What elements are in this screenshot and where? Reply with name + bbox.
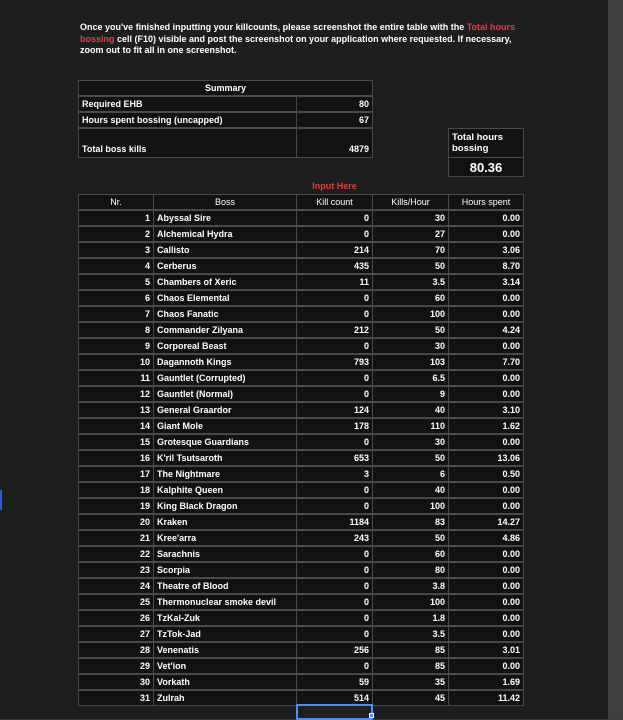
kill-count-cell[interactable]: 0 — [296, 338, 373, 354]
kill-count-cell[interactable]: 514 — [296, 690, 373, 706]
hours-spent-cell[interactable]: 0.00 — [448, 226, 524, 242]
kills-per-hour-cell[interactable]: 3.8 — [372, 578, 449, 594]
kill-count-cell[interactable]: 793 — [296, 354, 373, 370]
hours-spent-cell[interactable]: 7.70 — [448, 354, 524, 370]
row-number-cell[interactable]: 3 — [78, 242, 154, 258]
table-row — [78, 242, 524, 258]
table-row — [78, 226, 524, 242]
row-number-cell[interactable]: 8 — [78, 322, 154, 338]
hours-spent-cell[interactable]: 0.00 — [448, 306, 524, 322]
hours-spent-cell[interactable]: 0.00 — [448, 658, 524, 674]
header-boss[interactable]: Boss — [153, 194, 297, 210]
hours-spent-cell[interactable]: 1.62 — [448, 418, 524, 434]
kills-per-hour-cell[interactable]: 100 — [372, 594, 449, 610]
table-row — [78, 386, 524, 402]
summary-label-required-ehb[interactable]: Required EHB — [78, 96, 297, 112]
boss-name-cell[interactable]: The Nightmare — [153, 466, 297, 482]
boss-name-cell[interactable]: Dagannoth Kings — [153, 354, 297, 370]
hours-spent-cell[interactable]: 4.24 — [448, 322, 524, 338]
kills-per-hour-cell[interactable]: 85 — [372, 642, 449, 658]
table-row — [78, 450, 524, 466]
table-row — [78, 210, 524, 226]
hours-spent-cell[interactable]: 0.00 — [448, 482, 524, 498]
table-row — [78, 546, 524, 562]
kill-count-cell[interactable]: 3 — [296, 466, 373, 482]
table-row — [78, 610, 524, 626]
header-hours-spent[interactable]: Hours spent — [448, 194, 524, 210]
table-row — [78, 418, 524, 434]
row-number-cell[interactable]: 28 — [78, 642, 154, 658]
instructions-part1: Once you've finished inputting your killcounts, please screenshot the entire table with the — [80, 22, 467, 32]
table-row — [78, 274, 524, 290]
boss-name-cell[interactable]: Abyssal Sire — [153, 210, 297, 226]
kills-per-hour-cell[interactable]: 60 — [372, 290, 449, 306]
table-row — [78, 578, 524, 594]
boss-name-cell[interactable]: Vorkath — [153, 674, 297, 690]
hours-spent-cell[interactable]: 0.00 — [448, 338, 524, 354]
kills-per-hour-cell[interactable]: 50 — [372, 530, 449, 546]
header-kill-count[interactable]: Kill count — [296, 194, 373, 210]
boss-name-cell[interactable]: K'ril Tsutsaroth — [153, 450, 297, 466]
kill-count-cell[interactable]: 1184 — [296, 514, 373, 530]
hours-spent-cell[interactable]: 8.70 — [448, 258, 524, 274]
table-row — [78, 466, 524, 482]
hours-spent-cell[interactable]: 3.10 — [448, 402, 524, 418]
kills-per-hour-cell[interactable]: 80 — [372, 562, 449, 578]
instructions-text — [80, 22, 520, 57]
table-row — [78, 482, 524, 498]
kill-count-cell[interactable]: 256 — [296, 642, 373, 658]
kill-count-cell[interactable]: 0 — [296, 434, 373, 450]
hours-spent-cell[interactable]: 0.00 — [448, 562, 524, 578]
summary-value-hours-uncapped[interactable]: 67 — [296, 112, 373, 128]
kills-per-hour-cell[interactable]: 27 — [372, 226, 449, 242]
hours-spent-cell[interactable]: 4.86 — [448, 530, 524, 546]
row-number-cell[interactable]: 29 — [78, 658, 154, 674]
boss-name-cell[interactable]: King Black Dragon — [153, 498, 297, 514]
header-nr[interactable]: Nr. — [78, 194, 154, 210]
kill-count-cell[interactable]: 0 — [296, 226, 373, 242]
kill-count-cell[interactable]: 0 — [296, 210, 373, 226]
kill-count-cell[interactable]: 124 — [296, 402, 373, 418]
kills-per-hour-cell[interactable]: 100 — [372, 306, 449, 322]
row-number-cell[interactable]: 30 — [78, 674, 154, 690]
row-number-cell[interactable]: 11 — [78, 370, 154, 386]
boss-name-cell[interactable]: Venenatis — [153, 642, 297, 658]
hours-spent-cell[interactable]: 0.00 — [448, 546, 524, 562]
row-number-cell[interactable]: 22 — [78, 546, 154, 562]
kill-count-cell[interactable]: 178 — [296, 418, 373, 434]
kills-per-hour-cell[interactable]: 6 — [372, 466, 449, 482]
kills-per-hour-cell[interactable]: 40 — [372, 482, 449, 498]
boss-name-cell[interactable]: Grotesque Guardians — [153, 434, 297, 450]
table-row — [78, 290, 524, 306]
row-number-cell[interactable]: 5 — [78, 274, 154, 290]
boss-name-cell[interactable]: Theatre of Blood — [153, 578, 297, 594]
kill-count-cell[interactable]: 0 — [296, 290, 373, 306]
table-row — [78, 258, 524, 274]
row-number-cell[interactable]: 9 — [78, 338, 154, 354]
boss-name-cell[interactable]: TzKal-Zuk — [153, 610, 297, 626]
hours-spent-cell[interactable]: 0.00 — [448, 434, 524, 450]
boss-name-cell[interactable]: Zulrah — [153, 690, 297, 706]
row-number-cell[interactable]: 2 — [78, 226, 154, 242]
summary-title[interactable]: Summary — [78, 80, 373, 96]
hours-spent-cell[interactable]: 0.00 — [448, 370, 524, 386]
hours-spent-cell[interactable]: 1.69 — [448, 674, 524, 690]
boss-name-cell[interactable]: Corporeal Beast — [153, 338, 297, 354]
table-row — [78, 498, 524, 514]
kills-per-hour-cell[interactable]: 30 — [372, 434, 449, 450]
kill-count-cell[interactable]: 653 — [296, 450, 373, 466]
hours-spent-cell[interactable]: 3.01 — [448, 642, 524, 658]
table-row — [78, 674, 524, 690]
row-number-cell[interactable]: 26 — [78, 610, 154, 626]
kills-per-hour-cell[interactable]: 30 — [372, 338, 449, 354]
kills-per-hour-cell[interactable]: 6.5 — [372, 370, 449, 386]
kills-per-hour-cell[interactable]: 50 — [372, 322, 449, 338]
table-row — [78, 562, 524, 578]
hours-spent-cell[interactable]: 0.00 — [448, 610, 524, 626]
summary-value-total-kills[interactable]: 4879 — [296, 128, 373, 158]
row-number-cell[interactable]: 21 — [78, 530, 154, 546]
table-row — [78, 658, 524, 674]
kills-per-hour-cell[interactable]: 40 — [372, 402, 449, 418]
boss-name-cell[interactable]: Thermonuclear smoke devil — [153, 594, 297, 610]
row-marker — [0, 490, 2, 510]
instructions-part2: cell (F10) visible and post the screenshot on your application where requested. If necessary, zoom out to fit all in one screenshot. — [80, 33, 512, 55]
row-number-cell[interactable]: 24 — [78, 578, 154, 594]
row-number-cell[interactable]: 15 — [78, 434, 154, 450]
boss-name-cell[interactable]: Callisto — [153, 242, 297, 258]
table-row — [78, 530, 524, 546]
row-number-cell[interactable]: 17 — [78, 466, 154, 482]
kills-per-hour-cell[interactable]: 9 — [372, 386, 449, 402]
hours-spent-cell[interactable]: 0.00 — [448, 386, 524, 402]
hours-spent-cell[interactable]: 0.00 — [448, 498, 524, 514]
boss-name-cell[interactable]: General Graardor — [153, 402, 297, 418]
kill-count-cell[interactable]: 11 — [296, 274, 373, 290]
row-number-cell[interactable]: 6 — [78, 290, 154, 306]
row-number-cell[interactable]: 18 — [78, 482, 154, 498]
hours-spent-cell[interactable]: 0.00 — [448, 290, 524, 306]
total-hours-value[interactable]: 80.36 — [448, 157, 524, 177]
hours-spent-cell[interactable]: 0.00 — [448, 594, 524, 610]
kill-count-cell[interactable]: 0 — [296, 482, 373, 498]
kills-per-hour-cell[interactable]: 3.5 — [372, 274, 449, 290]
row-number-cell[interactable]: 14 — [78, 418, 154, 434]
boss-name-cell[interactable]: Chaos Elemental — [153, 290, 297, 306]
table-row — [78, 626, 524, 642]
kills-per-hour-cell[interactable]: 50 — [372, 450, 449, 466]
table-row — [78, 338, 524, 354]
kill-count-cell[interactable]: 0 — [296, 562, 373, 578]
kill-count-cell[interactable]: 0 — [296, 594, 373, 610]
summary-label-total-kills[interactable]: Total boss kills — [78, 128, 297, 158]
table-row — [78, 322, 524, 338]
kills-per-hour-cell[interactable]: 110 — [372, 418, 449, 434]
kills-per-hour-cell[interactable]: 85 — [372, 658, 449, 674]
boss-name-cell[interactable]: Sarachnis — [153, 546, 297, 562]
table-row — [78, 434, 524, 450]
table-row — [78, 514, 524, 530]
kill-count-cell[interactable]: 435 — [296, 258, 373, 274]
row-number-cell[interactable]: 23 — [78, 562, 154, 578]
kill-count-cell[interactable]: 0 — [296, 578, 373, 594]
kills-per-hour-cell[interactable]: 35 — [372, 674, 449, 690]
total-hours-label[interactable]: Total hours bossing — [448, 128, 524, 158]
row-number-cell[interactable]: 13 — [78, 402, 154, 418]
kill-count-cell[interactable]: 0 — [296, 370, 373, 386]
table-row — [78, 370, 524, 386]
kill-count-cell[interactable]: 0 — [296, 386, 373, 402]
hours-spent-cell[interactable]: 0.50 — [448, 466, 524, 482]
hours-spent-cell[interactable]: 0.00 — [448, 626, 524, 642]
kill-count-cell[interactable]: 243 — [296, 530, 373, 546]
row-number-cell[interactable]: 12 — [78, 386, 154, 402]
row-number-cell[interactable]: 27 — [78, 626, 154, 642]
row-number-cell[interactable]: 7 — [78, 306, 154, 322]
row-number-cell[interactable]: 19 — [78, 498, 154, 514]
kills-per-hour-cell[interactable]: 30 — [372, 210, 449, 226]
hours-spent-cell[interactable]: 0.00 — [448, 210, 524, 226]
kills-per-hour-cell[interactable]: 3.5 — [372, 626, 449, 642]
hours-spent-cell[interactable]: 14.27 — [448, 514, 524, 530]
row-number-cell[interactable]: 31 — [78, 690, 154, 706]
header-kills-per-hour[interactable]: Kills/Hour — [372, 194, 449, 210]
boss-name-cell[interactable]: Gauntlet (Corrupted) — [153, 370, 297, 386]
boss-name-cell[interactable]: Gauntlet (Normal) — [153, 386, 297, 402]
table-row — [78, 402, 524, 418]
boss-name-cell[interactable]: Cerberus — [153, 258, 297, 274]
kill-count-cell[interactable]: 0 — [296, 658, 373, 674]
boss-name-cell[interactable]: Vet'ion — [153, 658, 297, 674]
boss-name-cell[interactable]: Scorpia — [153, 562, 297, 578]
kills-per-hour-cell[interactable]: 70 — [372, 242, 449, 258]
table-row — [78, 306, 524, 322]
kill-count-cell[interactable]: 0 — [296, 546, 373, 562]
boss-name-cell[interactable]: Kraken — [153, 514, 297, 530]
kill-count-cell[interactable]: 212 — [296, 322, 373, 338]
kills-per-hour-cell[interactable]: 60 — [372, 546, 449, 562]
input-here-label: Input Here — [312, 181, 357, 191]
kills-per-hour-cell[interactable]: 1.8 — [372, 610, 449, 626]
kill-count-cell[interactable]: 0 — [296, 610, 373, 626]
hours-spent-cell[interactable]: 3.06 — [448, 242, 524, 258]
hours-spent-cell[interactable]: 3.14 — [448, 274, 524, 290]
summary-value-required-ehb[interactable]: 80 — [296, 96, 373, 112]
row-number-cell[interactable]: 25 — [78, 594, 154, 610]
hours-spent-cell[interactable]: 11.42 — [448, 690, 524, 706]
boss-name-cell[interactable]: Kree'arra — [153, 530, 297, 546]
kills-per-hour-cell[interactable]: 100 — [372, 498, 449, 514]
instructions-highlight: Total hours bossing — [80, 22, 516, 44]
kills-per-hour-cell[interactable]: 103 — [372, 354, 449, 370]
kill-count-cell[interactable]: 59 — [296, 674, 373, 690]
row-number-cell[interactable]: 20 — [78, 514, 154, 530]
hours-spent-cell[interactable]: 13.06 — [448, 450, 524, 466]
boss-name-cell[interactable]: Chaos Fanatic — [153, 306, 297, 322]
kill-count-cell[interactable]: 0 — [296, 306, 373, 322]
row-number-cell[interactable]: 1 — [78, 210, 154, 226]
boss-name-cell[interactable]: TzTok-Jad — [153, 626, 297, 642]
row-number-cell[interactable]: 10 — [78, 354, 154, 370]
boss-name-cell[interactable]: Chambers of Xeric — [153, 274, 297, 290]
kill-count-cell[interactable]: 0 — [296, 626, 373, 642]
table-row — [78, 642, 524, 658]
kills-per-hour-cell[interactable]: 50 — [372, 258, 449, 274]
table-row — [78, 594, 524, 610]
boss-name-cell[interactable]: Commander Zilyana — [153, 322, 297, 338]
table-row — [78, 354, 524, 370]
selected-cell[interactable] — [296, 704, 373, 720]
row-number-cell[interactable]: 4 — [78, 258, 154, 274]
kill-count-cell[interactable]: 214 — [296, 242, 373, 258]
kills-per-hour-cell[interactable]: 45 — [372, 690, 449, 706]
kills-per-hour-cell[interactable]: 83 — [372, 514, 449, 530]
scrollbar-area[interactable] — [608, 0, 623, 719]
row-number-cell[interactable]: 16 — [78, 450, 154, 466]
kill-count-cell[interactable]: 0 — [296, 498, 373, 514]
boss-name-cell[interactable]: Kalphite Queen — [153, 482, 297, 498]
summary-label-hours-uncapped[interactable]: Hours spent bossing (uncapped) — [78, 112, 297, 128]
fill-handle[interactable] — [369, 713, 374, 718]
boss-name-cell[interactable]: Alchemical Hydra — [153, 226, 297, 242]
hours-spent-cell[interactable]: 0.00 — [448, 578, 524, 594]
boss-name-cell[interactable]: Giant Mole — [153, 418, 297, 434]
